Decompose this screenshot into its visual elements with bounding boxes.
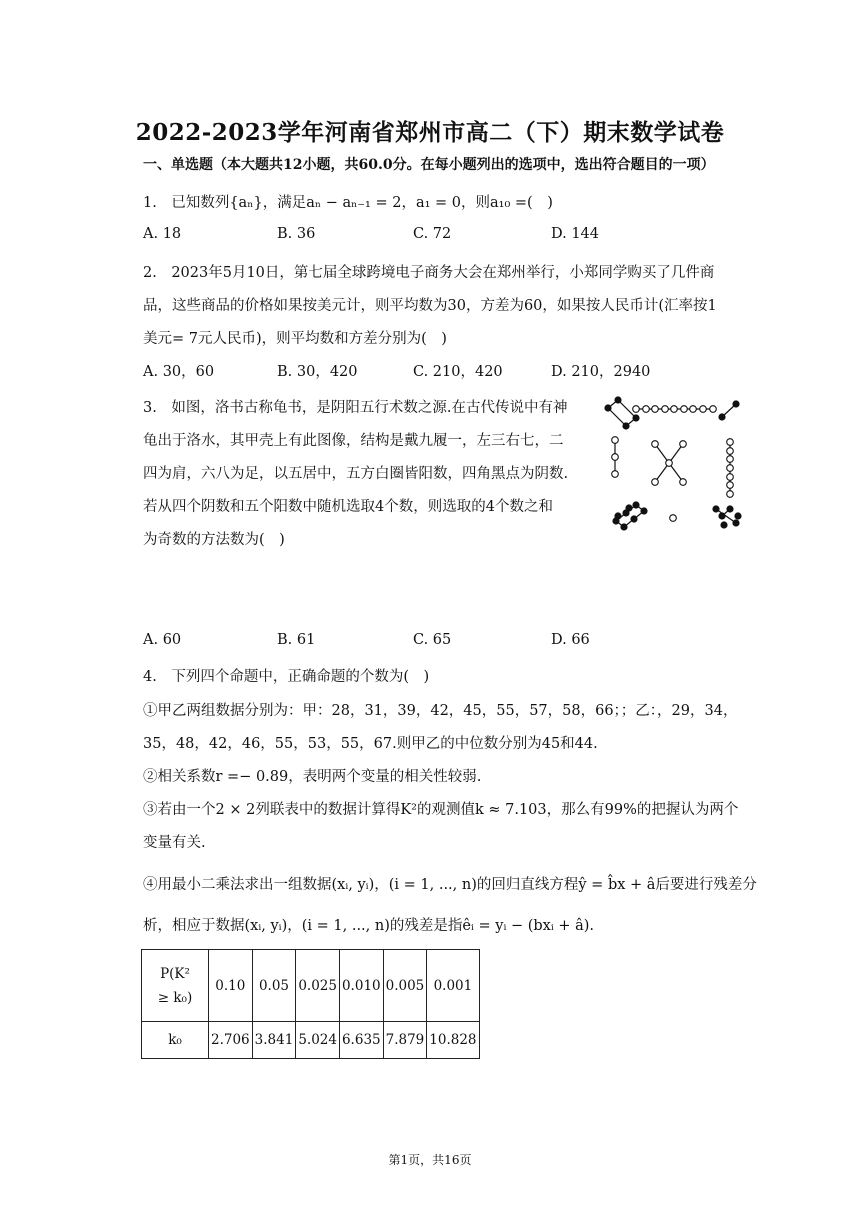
- q2-line-1: 2. 2023年5月10日，第七届全球跨境电子商务大会在郑州举行，小郑同学购买了几件商: [143, 265, 715, 281]
- table-header-line-1: P(K²: [160, 965, 190, 982]
- q2-line-3: 美元= 7元人民币)，则平均数和方差分别为( ): [143, 331, 447, 347]
- q1-option-a: A. 18: [143, 226, 182, 242]
- page-title: 2022-2023学年河南省郑州市高二（下）期末数学试卷: [135, 119, 725, 146]
- q2-option-b: B. 30，420: [277, 364, 358, 380]
- q3-line-4: 若从四个阴数和五个阳数中随机选取4个数，则选取的4个数之和: [143, 499, 553, 515]
- table-header-cell: [142, 950, 209, 1022]
- q4-line-6: ④用最小二乘法求出一组数据(xᵢ, yᵢ)，(i = 1, ..., n)的回归直线方程ŷ = b̂x + â后要进行残差分: [143, 877, 757, 893]
- table-cell: 0.010: [339, 950, 383, 1022]
- q2-option-d: D. 210，2940: [551, 364, 651, 380]
- q3-line-1: 3. 如图，洛书古称龟书，是阴阳五行术数之源.在古代传说中有神: [143, 400, 568, 416]
- table-cell: 7.879: [383, 1022, 427, 1059]
- q4-line-2: 35，48，42，46，55，53，55，67.则甲乙的中位数分别为45和44.: [143, 736, 598, 752]
- q3-option-c: C. 65: [413, 632, 452, 648]
- table-cell: 5.024: [296, 1022, 340, 1059]
- table-row: [142, 950, 480, 1022]
- q4-line-5: 变量有关.: [143, 835, 206, 851]
- q3-option-d: D. 66: [551, 632, 590, 648]
- table-cell: 0.001: [427, 950, 479, 1022]
- table-cell: 0.10: [209, 950, 253, 1022]
- table-cell: 0.05: [252, 950, 296, 1022]
- q2-option-a: A. 30，60: [143, 364, 215, 380]
- q2-option-c: C. 210，420: [413, 364, 503, 380]
- table-cell: 2.706: [209, 1022, 253, 1059]
- q3-option-b: B. 61: [277, 632, 316, 648]
- q3-line-3: 四为肩，六八为足，以五居中，五方白圈皆阳数，四角黑点为阴数.: [143, 466, 569, 482]
- q4-line-4: ③若由一个2 × 2列联表中的数据计算得K²的观测值k ≈ 7.103，那么有99%的把握认为两个: [143, 802, 739, 818]
- q4-line-3: ②相关系数r =− 0.89，表明两个变量的相关性较弱.: [143, 769, 482, 785]
- q1-option-d: D. 144: [551, 226, 600, 242]
- table-header-cell: k₀: [142, 1022, 209, 1059]
- q3-line-2: 龟出于洛水，其甲壳上有此图像，结构是戴九履一，左三右七，二: [143, 433, 564, 449]
- q3-line-5: 为奇数的方法数为( ): [143, 532, 285, 548]
- section-heading: 一、单选题（本大题共12小题，共60.0分。在每小题列出的选项中，选出符合题目的一项）: [143, 157, 715, 173]
- table-row: [142, 1022, 480, 1059]
- q1-option-b: B. 36: [277, 226, 316, 242]
- q3-option-a: A. 60: [143, 632, 182, 648]
- critical-value-table: [141, 949, 480, 1059]
- q1-option-c: C. 72: [413, 226, 452, 242]
- q2-line-2: 品，这些商品的价格如果按美元计，则平均数为30，方差为60，如果按人民币计(汇率按1: [143, 298, 717, 314]
- table-cell: 6.635: [339, 1022, 383, 1059]
- table-cell: 0.025: [296, 950, 340, 1022]
- luoshu-diagram: [598, 396, 746, 534]
- table-header-line-2: ≥ k₀): [157, 989, 193, 1006]
- q4-stem: 4. 下列四个命题中，正确命题的个数为( ): [143, 669, 430, 685]
- q4-line-1: ①甲乙两组数据分别为：甲：28，31，39，42，45，55，57，58，66；；乙：，29，34，: [143, 703, 738, 719]
- q4-line-7: 析，相应于数据(xᵢ, yᵢ)，(i = 1, ..., n)的残差是指êᵢ = yᵢ − (bxᵢ + â).: [143, 918, 595, 934]
- page-footer: 第1页，共16页: [388, 1153, 472, 1167]
- table-cell: 3.841: [252, 1022, 296, 1059]
- table-cell: 0.005: [383, 950, 427, 1022]
- table-cell: 10.828: [427, 1022, 479, 1059]
- q1-stem: 1. 已知数列{aₙ}，满足aₙ − aₙ₋₁ = 2，a₁ = 0，则a₁₀ =( ): [143, 195, 553, 211]
